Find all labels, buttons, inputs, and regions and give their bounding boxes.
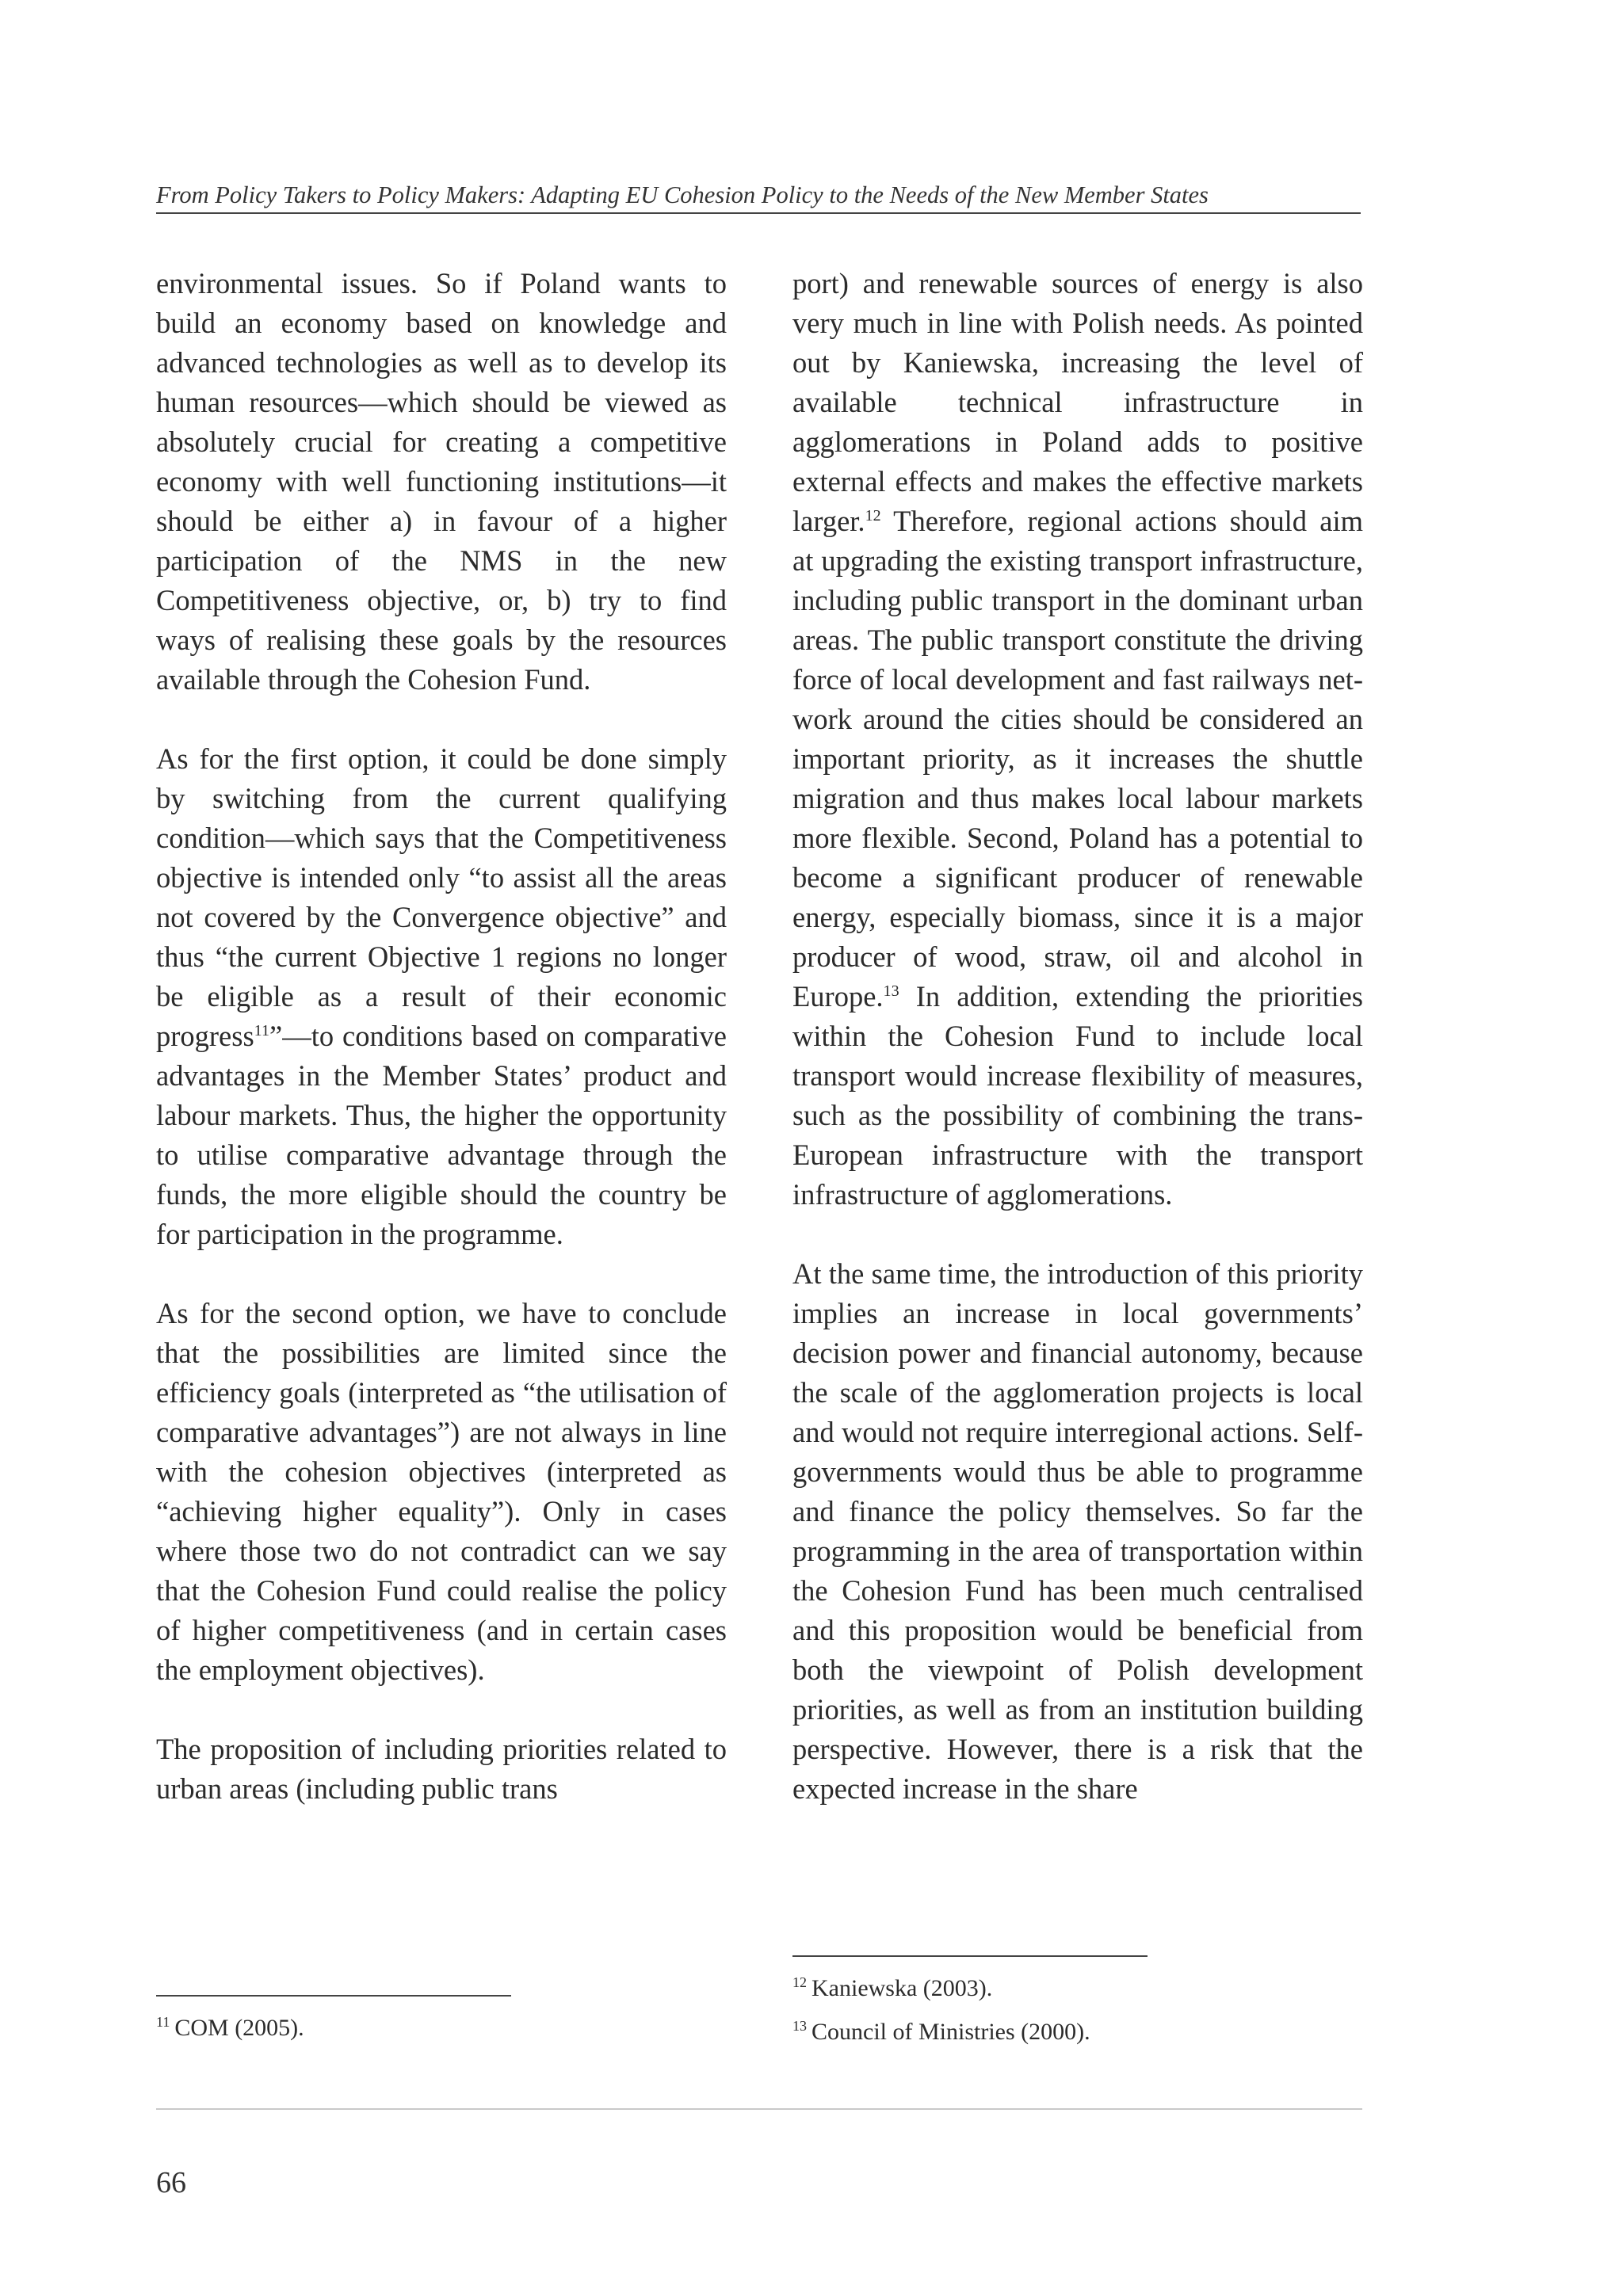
footnote-text: Kaniewska (2003).: [812, 1975, 993, 2001]
header-rule: [156, 212, 1361, 214]
footnote-ref[interactable]: 12: [865, 506, 881, 524]
footnote: [792, 2016, 1090, 2048]
paragraph: At the same time, the introduction of this priority implies an increase in local governments’ decision power and financial autonomy, because the scale of the agglomeration projects is local and would not require interregional actions. Self-governments would thus be able to programme and finance the policy themselves. So far the programming in the area of transportation within the Cohesion Fund has been much centralised and this proposition would be beneficial from both the viewpoint of Polish development priorities, as well as from an institution building perspective. However, there is a risk that the expected increase in the share: [792, 1257, 1363, 1805]
paragraph: As for the second option, we have to conclude that the possibilities are limited since the efficiency goals (interpreted as “the utilisation of comparative advantages”) are not always in line with the cohesion objectives (interpreted as “achieving higher equality”). Only in cases where those two do not contradict can we say that the Cohesion Fund could realise the policy of higher competitiveness (and in certain cases the employment objectives).: [156, 1297, 727, 1686]
left-column: [156, 264, 727, 1809]
footnote-number: 11: [156, 2014, 170, 2030]
page-number: 66: [156, 2166, 186, 2199]
right-column: [792, 264, 1363, 1809]
footnote: [792, 1973, 992, 2004]
footnote-text: COM (2005).: [174, 2015, 304, 2041]
footer-rule: [156, 2108, 1362, 2110]
running-header: From Policy Takers to Policy Makers: Adapting EU Cohesion Policy to the Needs of the New Member States: [156, 181, 1209, 208]
paragraph-text: As for the first option, it could be done simply by switching from the current qualifying condition—which says that the Competitiveness objective is intended only “to assist all the areas not covered by the Convergence objective” and thus “the current Objective 1 regions no longer be eligible as a result of their economic progress: [156, 742, 727, 1052]
paragraph: environmental issues. So if Poland wants to build an economy based on knowledge and advanced technologies as well as to develop its human resources—which should be viewed as absolutely crucial for creating a competitive economy with well functioning institutions—it should be either a) in favour of a higher participation of the NMS in the new Competitiveness objective, or, b) try to find ways of realising these goals by the resources available through the Cohesion Fund.: [156, 267, 727, 696]
paragraph-text: port) and renewable sources of energy is also very much in line with Polish needs. As pointed out by Kaniewska, increasing the level of available technical infrastructure in agglomerations in Poland adds to positive external effects and makes the effective markets larger.: [792, 267, 1363, 537]
footnote-ref[interactable]: 13: [883, 982, 899, 1000]
paragraph: [792, 264, 1363, 1215]
paragraph: The proposition of including priorities related to urban areas (including public trans: [156, 1733, 727, 1805]
footnote-number: 12: [792, 1974, 807, 1990]
paragraph: [156, 739, 727, 1254]
footnote-rule: [156, 1995, 511, 1997]
paragraph-text: Therefore, regional actions should aim at upgrading the existing transport infrastructure, including public transport in the dominant urban areas. The public transport constitute the driving force of local development and fast railways network around the cities should be considered an important priority, as it increases the shuttle migration and thus makes local labour markets more flexible. Second, Poland has a potential to become a significant producer of renewable energy, especially biomass, since it is a major producer of wood, straw, oil and alcohol in Europe.: [792, 505, 1363, 1013]
footnote-number: 13: [792, 2018, 807, 2034]
footnote-text: Council of Ministries (2000).: [812, 2019, 1090, 2045]
paragraph-text: ”—to conditions based on comparative advantages in the Member States’ product and labour markets. Thus, the higher the opportunity to utilise comparative advantage through the funds, the more eligible should the country be for participation in the programme.: [156, 1020, 727, 1250]
paragraph-text: In addition, extending the priorities within the Cohesion Fund to include local transport would increase flexibility of measures, such as the possibility of combining the trans-European infrastructure with the transport infrastructure of agglomerations.: [792, 980, 1363, 1211]
footnote-ref[interactable]: 11: [254, 1021, 269, 1039]
footnote-rule: [792, 1955, 1148, 1957]
footnote: [156, 2012, 304, 2044]
